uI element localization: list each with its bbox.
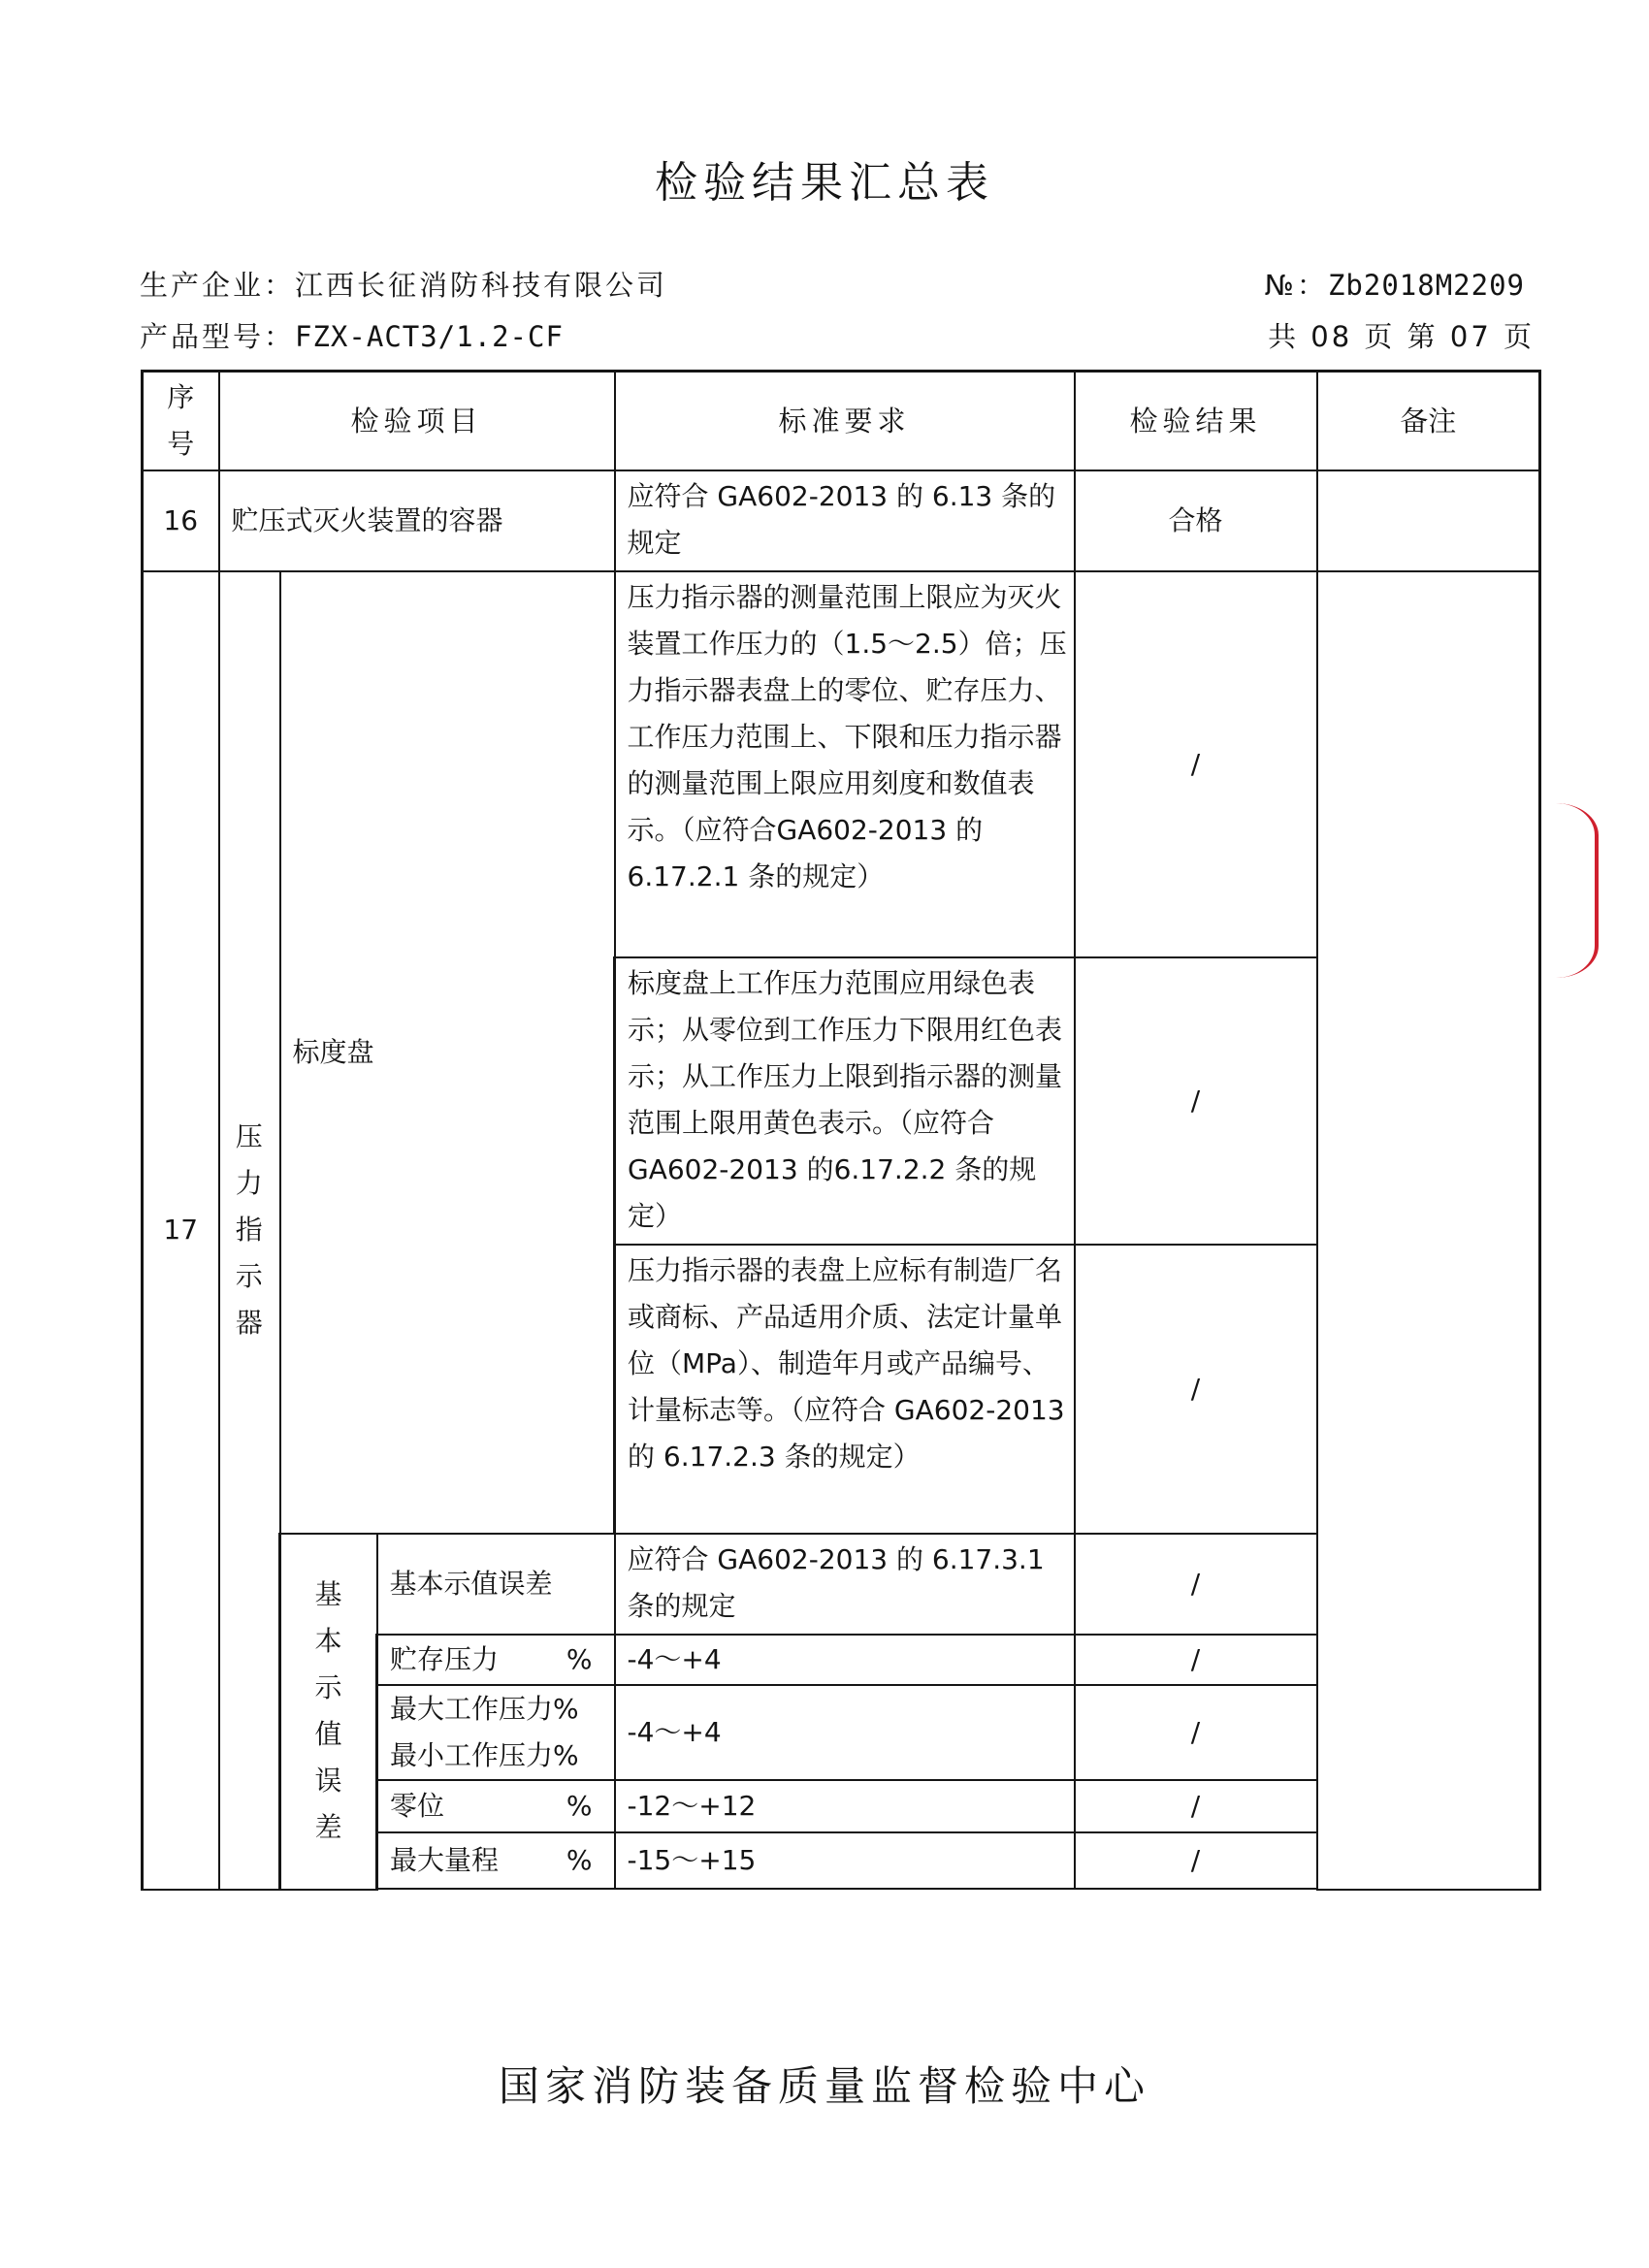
header-remark: 备注	[1317, 372, 1540, 470]
header-requirement: 标准要求	[615, 372, 1075, 470]
dial-requirement-2: 标度盘上工作压力范围应用绿色表示；从零位到工作压力下限用红色表示；从工作压力上限到指示器的测量范围上限用黄色表示。（应符合 GA602-2013 的6.17.2.2 条的规定）	[615, 957, 1075, 1245]
zero-unit: %	[566, 1789, 593, 1822]
basic-error-requirement: 应符合 GA602-2013 的 6.17.3.1 条的规定	[615, 1534, 1075, 1635]
model-label: 产品型号：	[140, 320, 296, 353]
row17-group-label	[219, 571, 280, 1890]
working-pressure-requirement: -4～+4	[615, 1685, 1075, 1780]
manufacturer-value: 江西长征消防科技有限公司	[295, 269, 668, 302]
results-table	[141, 370, 1541, 1891]
product-model	[140, 315, 564, 355]
group-char: 指	[235, 1214, 263, 1246]
row16-requirement: 应符合 GA602-2013 的 6.13 条的规定	[615, 470, 1075, 571]
dial-requirement-1: 压力指示器的测量范围上限应为灭火装置工作压力的（1.5～2.5）倍；压力指示器表盘上的零位、贮存压力、工作压力范围上、下限和压力指示器的测量范围上限应用刻度和数值表示。（应符合GA602-2013 的 6.17.2.1 条的规定）	[615, 571, 1075, 957]
error-group-char: 基	[314, 1578, 342, 1610]
header-result: 检验结果	[1075, 372, 1317, 470]
row16-item: 贮压式灭火装置的容器	[219, 470, 615, 571]
max-range-label: 最大量程	[390, 1843, 500, 1876]
storage-pressure-requirement: -4～+4	[615, 1635, 1075, 1685]
manufacturer-label: 生产企业：	[140, 269, 296, 302]
report-no-label: №：	[1264, 269, 1328, 302]
storage-pressure-result: /	[1075, 1635, 1317, 1685]
max-range-name	[377, 1832, 615, 1889]
basic-error-result: /	[1075, 1534, 1317, 1635]
error-group-char: 差	[314, 1811, 342, 1843]
error-group-char: 示	[314, 1671, 342, 1703]
group-char: 压	[235, 1120, 263, 1152]
report-number	[1265, 264, 1525, 304]
working-pressure-result: /	[1075, 1685, 1317, 1780]
zero-label: 零位	[390, 1789, 445, 1822]
header-seq-line2: 号	[167, 427, 195, 460]
dial-result-2: /	[1075, 957, 1317, 1245]
pagination: 共 08 页 第 07 页	[1268, 320, 1535, 353]
basic-error-name: 基本示值误差	[377, 1534, 615, 1635]
model-value: FZX-ACT3/1.2-CF	[295, 320, 564, 353]
spacer-cell	[1075, 1889, 1317, 1890]
max-range-result: /	[1075, 1832, 1317, 1889]
row16-seq: 16	[143, 470, 219, 571]
error-group-char: 本	[314, 1625, 342, 1657]
row16-result: 合格	[1075, 470, 1317, 571]
error-group-label	[280, 1534, 377, 1890]
working-pressure-names	[377, 1685, 615, 1780]
group-char: 示	[235, 1260, 263, 1292]
storage-pressure-label: 贮存压力	[390, 1642, 500, 1675]
report-no-value: Zb2018M2209	[1327, 269, 1525, 302]
row16-remark	[1317, 470, 1540, 571]
header-seq-line1: 序	[167, 380, 195, 413]
table-header-row	[143, 372, 1540, 470]
manufacturer	[140, 264, 667, 304]
spacer-cell	[615, 1889, 1075, 1890]
spacer-cell	[377, 1889, 615, 1890]
error-group-char: 值	[314, 1718, 342, 1750]
group-char: 器	[235, 1307, 263, 1339]
dial-requirement-3: 压力指示器的表盘上应标有制造厂名或商标、产品适用介质、法定计量单位（MPa）、制造年月或产品编号、计量标志等。（应符合 GA602-2013 的 6.17.2.3 条的规定）	[615, 1245, 1075, 1534]
table-row	[143, 470, 1540, 571]
table-row	[143, 571, 1540, 957]
group-char: 力	[235, 1167, 263, 1199]
dial-result-3: /	[1075, 1245, 1317, 1534]
row17-seq: 17	[143, 571, 219, 1890]
issuing-organization: 国家消防装备质量监督检验中心	[498, 2062, 1150, 2110]
zero-name	[377, 1780, 615, 1832]
storage-pressure-name	[377, 1635, 615, 1685]
max-range-unit: %	[566, 1843, 593, 1876]
header-seq	[143, 372, 219, 470]
error-group-char: 误	[314, 1765, 342, 1797]
max-working-pressure-label: 最大工作压力%	[390, 1692, 579, 1725]
storage-pressure-unit: %	[566, 1642, 593, 1675]
dial-result-1: /	[1075, 571, 1317, 957]
row17-remark	[1317, 571, 1540, 1890]
red-seal-mark	[1556, 803, 1599, 978]
max-range-requirement: -15～+15	[615, 1832, 1075, 1889]
min-working-pressure-label: 最小工作压力%	[390, 1738, 579, 1771]
zero-requirement: -12～+12	[615, 1780, 1075, 1832]
header-item: 检验项目	[219, 372, 615, 470]
dial-label: 标度盘	[280, 571, 615, 1534]
zero-result: /	[1075, 1780, 1317, 1832]
page-title: 检验结果汇总表	[655, 158, 994, 208]
